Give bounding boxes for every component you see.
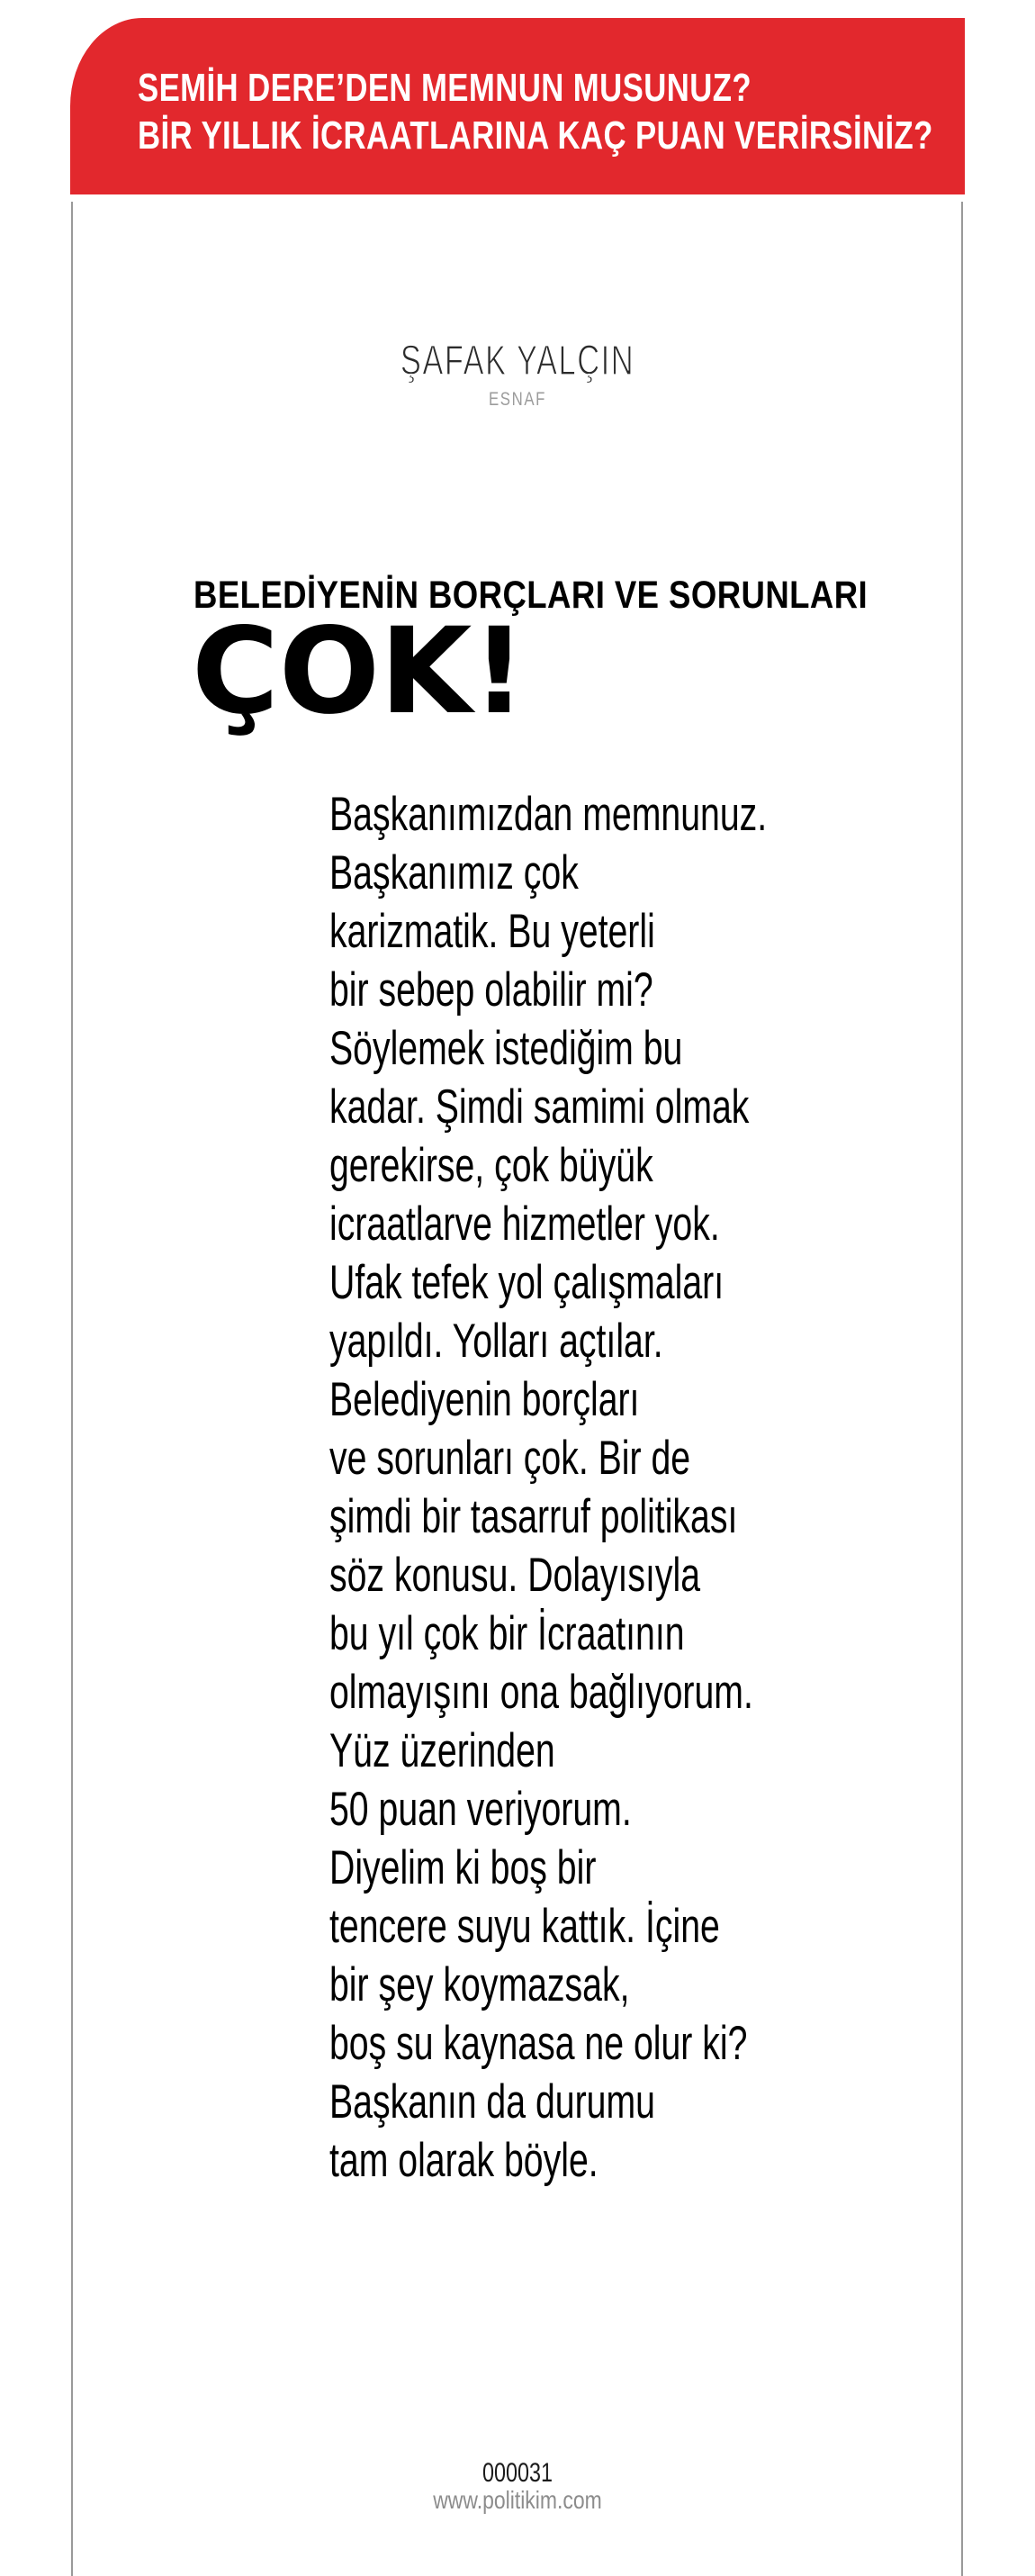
- quote-line: 50 puan veriyorum.: [329, 1783, 632, 1836]
- quote-body: [329, 785, 767, 2190]
- quote-line: gerekirse, çok büyük: [329, 1139, 653, 1192]
- quote-line: Diyelim ki boş bir: [329, 1841, 597, 1894]
- left-border-rule: [71, 202, 73, 2576]
- interviewee-role: ESNAF: [488, 389, 546, 410]
- quote-line: icraatlarve hizmetler yok.: [329, 1198, 720, 1251]
- quote-line: olmayışını ona bağlıyorum.: [329, 1666, 753, 1719]
- right-border-rule: [961, 202, 963, 2576]
- quote-line: söz konusu. Dolayısıyla: [329, 1549, 701, 1602]
- question-banner: [70, 18, 965, 194]
- quote-line: Yüz üzerinden: [329, 1724, 555, 1777]
- footer-serial-number: 000031: [482, 2458, 554, 2488]
- quote-line: şimdi bir tasarruf politikası: [329, 1490, 738, 1543]
- quote-line: karizmatik. Bu yeterli: [329, 905, 655, 958]
- quote-line: Söylemek istediğim bu: [329, 1022, 683, 1075]
- quote-line: bu yıl çok bir İcraatının: [329, 1607, 685, 1660]
- banner-question-line-2: BİR YILLIK İCRAATLARINA KAÇ PUAN VERİRSİNİZ?: [138, 113, 933, 158]
- quote-line: kadar. Şimdi samimi olmak: [329, 1080, 750, 1134]
- quote-line: yapıldı. Yolları açtılar.: [329, 1315, 663, 1368]
- quote-line: tencere suyu kattık. İçine: [329, 1900, 720, 1953]
- quote-line: Ufak tefek yol çalışmaları: [329, 1256, 724, 1309]
- headline-kicker: BELEDİYENİN BORÇLARI VE SORUNLARI: [194, 574, 868, 617]
- quote-line: Başkanımızdan memnunuz.: [329, 788, 768, 841]
- quote-line: tam olarak böyle.: [329, 2134, 598, 2187]
- banner-question-text: [138, 64, 933, 159]
- quote-line: boş su kaynasa ne olur ki?: [329, 2017, 748, 2070]
- quote-line: bir sebep olabilir mi?: [329, 963, 653, 1017]
- quote-line: Başkanın da durumu: [329, 2075, 655, 2129]
- headline-emphasis: ÇOK!: [192, 602, 526, 741]
- footer-website-url: www.politikim.com: [433, 2486, 602, 2514]
- quote-line: ve sorunları çok. Bir de: [329, 1432, 691, 1485]
- quote-line: Belediyenin borçları: [329, 1373, 640, 1426]
- banner-question-line-1: SEMİH DERE’DEN MEMNUN MUSUNUZ?: [138, 66, 752, 110]
- quote-line: Başkanımız çok: [329, 846, 579, 899]
- interviewee-name: ŞAFAK YALÇIN: [400, 337, 635, 384]
- quote-line: bir şey koymazsak,: [329, 1958, 630, 2011]
